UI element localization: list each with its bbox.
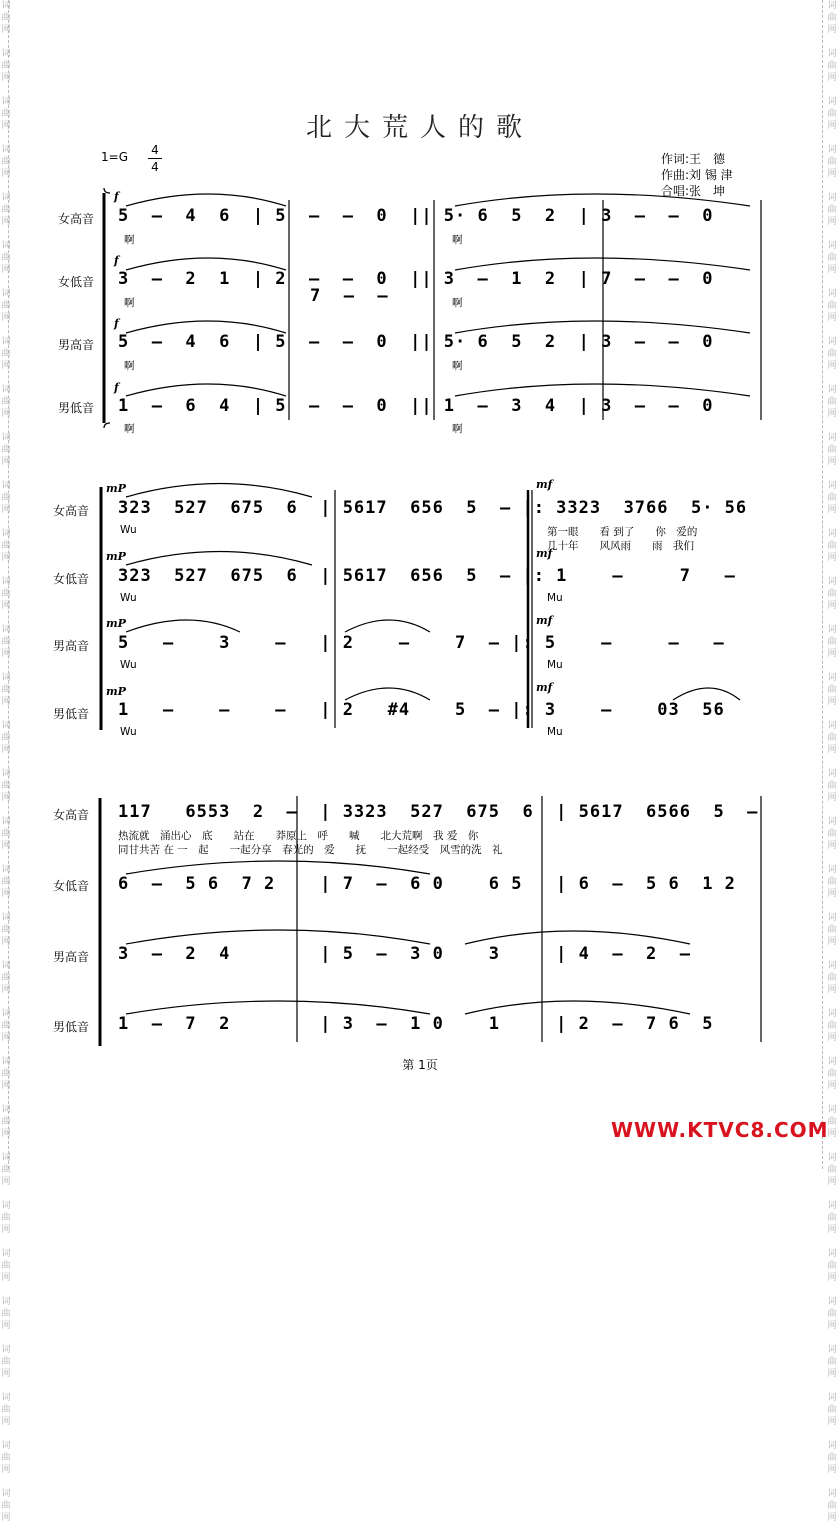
watermark-glyph: 词 xyxy=(1,577,11,587)
watermark-glyph: 曲 xyxy=(827,61,837,71)
lyric: Wu xyxy=(120,524,137,536)
watermark-glyph: 网 xyxy=(1,1465,11,1475)
watermark-glyph: 网 xyxy=(1,1129,11,1139)
watermark-glyph: 网 xyxy=(1,649,11,659)
watermark-glyph: 曲 xyxy=(1,925,11,935)
lyric: Mu xyxy=(547,726,563,738)
watermark-glyph: 曲 xyxy=(1,349,11,359)
watermark-glyph: 词 xyxy=(1,1009,11,1019)
watermark-glyph: 网 xyxy=(1,1321,11,1331)
watermark-glyph: 词 xyxy=(827,481,837,491)
watermark-glyph: 词 xyxy=(1,433,11,443)
watermark-glyph: 曲 xyxy=(1,1405,11,1415)
watermark-glyph: 网 xyxy=(827,217,837,227)
watermark-glyph: 词 xyxy=(827,433,837,443)
watermark-glyph: 曲 xyxy=(827,397,837,407)
watermark-glyph: 网 xyxy=(827,793,837,803)
watermark-glyph: 词 xyxy=(1,1105,11,1115)
watermark-glyph: 词 xyxy=(1,1297,11,1307)
part-label-bass-2: 男低音 xyxy=(53,707,90,721)
watermark-glyph: 网 xyxy=(1,1417,11,1427)
watermark-glyph: 词 xyxy=(827,913,837,923)
lyric: 啊 xyxy=(452,423,463,435)
dynamic-mezzo-forte: mf xyxy=(536,681,553,694)
dynamic-forte: f xyxy=(114,317,119,330)
dynamic-mezzo-piano: mP xyxy=(106,617,126,630)
watermark-glyph: 词 xyxy=(1,1249,11,1259)
watermark-glyph: 词 xyxy=(1,1393,11,1403)
watermark-glyph: 词 xyxy=(1,385,11,395)
watermark-glyph: 词 xyxy=(827,1441,837,1451)
system1-alto-lower-notes: 7 – – xyxy=(310,286,389,306)
watermark-glyph: 词 xyxy=(827,625,837,635)
watermark-glyph: 词 xyxy=(1,1,11,11)
watermark-glyph: 曲 xyxy=(827,1405,837,1415)
watermark-glyph: 网 xyxy=(1,745,11,755)
watermark-glyph: 网 xyxy=(1,121,11,131)
watermark-glyph: 曲 xyxy=(827,925,837,935)
lyric: Mu xyxy=(547,592,563,604)
system1-bass-notes: 1 – 6 4 | 5 – – 0 || 1 – 3 4 | 3 – – 0 xyxy=(118,396,714,416)
watermark-glyph: 词 xyxy=(827,1345,837,1355)
score-title: 北大荒人的歌 xyxy=(305,113,534,143)
lyric: 啊 xyxy=(452,360,463,372)
watermark-glyph: 曲 xyxy=(1,445,11,455)
watermark-glyph: 网 xyxy=(827,1225,837,1235)
watermark-glyph: 网 xyxy=(1,169,11,179)
watermark-glyph: 词 xyxy=(827,769,837,779)
lyric: 啊 xyxy=(124,423,135,435)
watermark-glyph: 词 xyxy=(827,49,837,59)
watermark-glyph: 词 xyxy=(1,1489,11,1499)
part-label-bass-1: 男低音 xyxy=(58,401,95,415)
watermark-glyph: 曲 xyxy=(827,829,837,839)
watermark-glyph: 曲 xyxy=(827,1309,837,1319)
watermark-glyph: 词 xyxy=(827,1105,837,1115)
watermark-glyph: 曲 xyxy=(1,1213,11,1223)
part-label-tenor-1: 男高音 xyxy=(58,338,95,352)
watermark-glyph: 网 xyxy=(1,1033,11,1043)
watermark-glyph: 曲 xyxy=(827,157,837,167)
chorus-director: 合唱:张 坤 xyxy=(661,184,726,198)
watermark-glyph: 词 xyxy=(827,673,837,683)
dynamic-forte: f xyxy=(114,381,119,394)
watermark-glyph: 网 xyxy=(1,1369,11,1379)
lyric: Mu xyxy=(547,659,563,671)
system2-bass-notes: 1 – – – | 2 #4 5 – |: 3 – 03 56 xyxy=(118,700,725,720)
watermark-glyph: 网 xyxy=(827,649,837,659)
watermark-glyph: 网 xyxy=(827,73,837,83)
watermark-glyph: 词 xyxy=(1,1345,11,1355)
watermark-glyph: 词 xyxy=(827,241,837,251)
watermark-glyph: 词 xyxy=(1,49,11,59)
part-label-soprano-3: 女高音 xyxy=(53,808,90,822)
watermark-glyph: 曲 xyxy=(1,301,11,311)
watermark-glyph: 网 xyxy=(827,1273,837,1283)
watermark-glyph: 词 xyxy=(827,721,837,731)
watermark-glyph: 网 xyxy=(1,841,11,851)
watermark-glyph: 网 xyxy=(1,1513,11,1523)
watermark-glyph: 网 xyxy=(1,505,11,515)
watermark-glyph: 词 xyxy=(827,1009,837,1019)
watermark-glyph: 网 xyxy=(1,313,11,323)
watermark-glyph: 网 xyxy=(827,1465,837,1475)
watermark-glyph: 曲 xyxy=(827,493,837,503)
watermark-glyph: 网 xyxy=(1,1081,11,1091)
watermark-glyph: 曲 xyxy=(827,1069,837,1079)
system3-bass-notes: 1 – 7 2 | 3 – 1 0 1 | 2 – 7 6 5 xyxy=(118,1014,714,1034)
lyric: Wu xyxy=(120,726,137,738)
watermark-glyph: 词 xyxy=(1,1153,11,1163)
watermark-glyph: 网 xyxy=(827,121,837,131)
watermark-glyph: 词 xyxy=(1,145,11,155)
watermark-glyph: 网 xyxy=(1,553,11,563)
watermark-glyph: 网 xyxy=(827,937,837,947)
watermark-glyph: 曲 xyxy=(1,781,11,791)
watermark-glyph: 网 xyxy=(827,409,837,419)
meter-bottom: 4 xyxy=(148,158,162,175)
watermark-glyph: 网 xyxy=(827,361,837,371)
watermark-glyph: 词 xyxy=(1,337,11,347)
lyric-verse-2: 几十年 风风雨 雨 我们 xyxy=(547,540,694,552)
dynamic-mezzo-forte: mf xyxy=(536,478,553,491)
watermark-glyph: 网 xyxy=(827,169,837,179)
watermark-glyph: 曲 xyxy=(827,781,837,791)
watermark-glyph: 曲 xyxy=(1,1453,11,1463)
meter-top: 4 xyxy=(151,143,159,157)
watermark-glyph: 曲 xyxy=(1,877,11,887)
watermark-glyph: 词 xyxy=(1,817,11,827)
watermark-glyph: 网 xyxy=(827,841,837,851)
watermark-glyph: 曲 xyxy=(827,1261,837,1271)
watermark-glyph: 词 xyxy=(1,481,11,491)
part-label-soprano-1: 女高音 xyxy=(58,212,95,226)
watermark-glyph: 词 xyxy=(827,289,837,299)
watermark-glyph: 曲 xyxy=(1,1357,11,1367)
watermark-glyph: 词 xyxy=(1,97,11,107)
dynamic-forte: f xyxy=(114,190,119,203)
watermark-glyph: 词 xyxy=(827,1201,837,1211)
watermark-glyph: 词 xyxy=(1,1441,11,1451)
watermark-glyph: 词 xyxy=(1,721,11,731)
lyricist: 作词:王 德 xyxy=(661,152,726,166)
lyric-verse-1: 第一眼 看 到了 你 爱的 xyxy=(547,526,698,538)
watermark-glyph: 词 xyxy=(827,1393,837,1403)
watermark-glyph: 曲 xyxy=(1,205,11,215)
watermark-glyph: 词 xyxy=(827,193,837,203)
lyric-verse-2: 同甘共苦 在 一 起 一起分享 春光的 爱 抚 一起经受 风雪的洗 礼 xyxy=(118,844,503,856)
watermark-glyph: 网 xyxy=(827,553,837,563)
watermark-glyph: 曲 xyxy=(1,733,11,743)
watermark-glyph: 词 xyxy=(827,1489,837,1499)
site-watermark[interactable]: WWW.KTVC8.COM xyxy=(611,1118,829,1142)
part-label-alto-1: 女低音 xyxy=(58,275,95,289)
watermark-glyph: 词 xyxy=(827,865,837,875)
watermark-glyph: 网 xyxy=(1,73,11,83)
watermark-glyph: 网 xyxy=(1,1177,11,1187)
lyric: 啊 xyxy=(124,234,135,246)
watermark-glyph: 网 xyxy=(827,1033,837,1043)
watermark-glyph: 网 xyxy=(827,745,837,755)
watermark-glyph: 曲 xyxy=(1,157,11,167)
watermark-glyph: 网 xyxy=(827,505,837,515)
watermark-glyph: 网 xyxy=(1,889,11,899)
watermark-glyph: 曲 xyxy=(827,1501,837,1511)
watermark-glyph: 词 xyxy=(1,529,11,539)
watermark-glyph: 曲 xyxy=(1,493,11,503)
watermark-glyph: 词 xyxy=(1,769,11,779)
watermark-glyph: 网 xyxy=(1,265,11,275)
watermark-glyph: 曲 xyxy=(1,541,11,551)
watermark-glyph: 网 xyxy=(1,985,11,995)
lyric: Wu xyxy=(120,592,137,604)
watermark-glyph: 曲 xyxy=(1,1117,11,1127)
watermark-glyph: 网 xyxy=(827,697,837,707)
watermark-glyph: 词 xyxy=(1,193,11,203)
watermark-glyph: 曲 xyxy=(827,637,837,647)
watermark-glyph: 曲 xyxy=(1,253,11,263)
watermark-glyph: 曲 xyxy=(1,637,11,647)
key-signature: 1=G xyxy=(101,150,128,164)
watermark-glyph: 网 xyxy=(827,457,837,467)
part-label-tenor-2: 男高音 xyxy=(53,639,90,653)
lyric: 啊 xyxy=(452,297,463,309)
watermark-glyph: 网 xyxy=(1,793,11,803)
watermark-glyph: 词 xyxy=(827,817,837,827)
watermark-glyph: 网 xyxy=(1,1273,11,1283)
watermark-glyph: 曲 xyxy=(827,1021,837,1031)
watermark-glyph: 网 xyxy=(827,313,837,323)
watermark-glyph: 曲 xyxy=(1,1261,11,1271)
watermark-glyph: 词 xyxy=(1,1201,11,1211)
watermark-glyph: 曲 xyxy=(827,685,837,695)
system3-soprano-notes: 117 6553 2 – | 3323 527 675 6 | 5617 6566 5 – xyxy=(118,802,759,822)
system2-alto-notes: 323 527 675 6 | 5617 656 5 – |: 1 – 7 – xyxy=(118,566,736,586)
watermark-glyph: 曲 xyxy=(827,1117,837,1127)
watermark-glyph: 曲 xyxy=(1,589,11,599)
part-label-bass-3: 男低音 xyxy=(53,1020,90,1034)
watermark-glyph: 词 xyxy=(1,241,11,251)
watermark-glyph: 网 xyxy=(827,1321,837,1331)
watermark-glyph: 词 xyxy=(827,961,837,971)
lyric: Wu xyxy=(120,659,137,671)
watermark-glyph: 曲 xyxy=(1,1309,11,1319)
watermark-glyph: 网 xyxy=(827,889,837,899)
watermark-glyph: 曲 xyxy=(827,349,837,359)
watermark-glyph: 曲 xyxy=(1,109,11,119)
watermark-glyph: 曲 xyxy=(1,685,11,695)
watermark-glyph: 曲 xyxy=(1,1165,11,1175)
watermark-glyph: 曲 xyxy=(1,973,11,983)
watermark-glyph: 词 xyxy=(1,913,11,923)
watermark-glyph: 网 xyxy=(1,601,11,611)
watermark-glyph: 词 xyxy=(827,97,837,107)
lyric: 啊 xyxy=(124,360,135,372)
watermark-glyph: 曲 xyxy=(827,1357,837,1367)
watermark-glyph: 网 xyxy=(827,1129,837,1139)
watermark-glyph: 曲 xyxy=(827,589,837,599)
watermark-glyph: 词 xyxy=(1,1057,11,1067)
watermark-glyph: 网 xyxy=(827,601,837,611)
watermark-glyph: 网 xyxy=(827,265,837,275)
watermark-glyph: 网 xyxy=(1,937,11,947)
system1-tenor-notes: 5 – 4 6 | 5 – – 0 || 5· 6 5 2 | 3 – – 0 xyxy=(118,332,714,352)
watermark-glyph: 词 xyxy=(827,337,837,347)
watermark-glyph: 词 xyxy=(1,961,11,971)
watermark-glyph: 曲 xyxy=(1,1069,11,1079)
composer: 作曲:刘 锡 津 xyxy=(661,168,733,182)
watermark-glyph: 曲 xyxy=(827,1213,837,1223)
watermark-glyph: 曲 xyxy=(827,877,837,887)
watermark-glyph: 词 xyxy=(827,577,837,587)
watermark-glyph: 词 xyxy=(827,1057,837,1067)
watermark-glyph: 网 xyxy=(1,457,11,467)
watermark-glyph: 词 xyxy=(827,145,837,155)
watermark-glyph: 曲 xyxy=(1,1501,11,1511)
watermark-glyph: 曲 xyxy=(827,1165,837,1175)
watermark-glyph: 曲 xyxy=(827,253,837,263)
watermark-glyph: 词 xyxy=(827,1,837,11)
watermark-glyph: 网 xyxy=(1,1225,11,1235)
system3-alto-notes: 6 – 5 6 7 2 | 7 – 6 0 6 5 | 6 – 5 6 1 2 xyxy=(118,874,736,894)
watermark-glyph: 词 xyxy=(827,385,837,395)
watermark-glyph: 曲 xyxy=(827,13,837,23)
dynamic-mezzo-forte: mf xyxy=(536,614,553,627)
watermark-glyph: 网 xyxy=(827,985,837,995)
watermark-glyph: 曲 xyxy=(1,13,11,23)
dynamic-mezzo-piano: mP xyxy=(106,685,126,698)
system2-tenor-notes: 5 – 3 – | 2 – 7 – |: 5 – – – xyxy=(118,633,725,653)
watermark-glyph: 曲 xyxy=(827,733,837,743)
watermark-glyph: 曲 xyxy=(827,973,837,983)
lyric: 啊 xyxy=(452,234,463,246)
watermark-glyph: 网 xyxy=(1,697,11,707)
watermark-glyph: 曲 xyxy=(1,397,11,407)
watermark-glyph: 曲 xyxy=(827,541,837,551)
page-number: 第 1页 xyxy=(402,1058,438,1072)
watermark-glyph: 网 xyxy=(827,1513,837,1523)
watermark-glyph: 曲 xyxy=(827,301,837,311)
watermark-glyph: 曲 xyxy=(827,445,837,455)
watermark-glyph: 曲 xyxy=(1,1021,11,1031)
system1-alto-notes: 3 – 2 1 | 2 – – 0 || 3 – 1 2 | 7 – – 0 xyxy=(118,269,714,289)
watermark-glyph: 曲 xyxy=(827,205,837,215)
system1-soprano-notes: 5 – 4 6 | 5 – – 0 || 5· 6 5 2 | 3 – – 0 xyxy=(118,206,714,226)
watermark-glyph: 词 xyxy=(827,1153,837,1163)
part-label-alto-2: 女低音 xyxy=(53,572,90,586)
dynamic-mezzo-piano: mP xyxy=(106,482,126,495)
part-label-alto-3: 女低音 xyxy=(53,879,90,893)
watermark-glyph: 网 xyxy=(1,361,11,371)
watermark-glyph: 曲 xyxy=(827,1453,837,1463)
dynamic-mezzo-forte: mf xyxy=(536,547,553,560)
watermark-glyph: 词 xyxy=(1,673,11,683)
watermark-glyph: 词 xyxy=(827,529,837,539)
part-label-tenor-3: 男高音 xyxy=(53,950,90,964)
watermark-glyph: 曲 xyxy=(1,829,11,839)
watermark-glyph: 网 xyxy=(1,409,11,419)
dynamic-mezzo-piano: mP xyxy=(106,550,126,563)
watermark-glyph: 网 xyxy=(827,25,837,35)
watermark-glyph: 词 xyxy=(1,289,11,299)
part-label-soprano-2: 女高音 xyxy=(53,504,90,518)
watermark-glyph: 词 xyxy=(827,1297,837,1307)
watermark-glyph: 词 xyxy=(827,1249,837,1259)
watermark-glyph: 网 xyxy=(1,217,11,227)
watermark-glyph: 网 xyxy=(827,1177,837,1187)
system3-tenor-notes: 3 – 2 4 | 5 – 3 0 3 | 4 – 2 – xyxy=(118,944,691,964)
watermark-glyph: 词 xyxy=(1,625,11,635)
system2-soprano-notes: 323 527 675 6 | 5617 656 5 – |: 3323 3766 5· 56 xyxy=(118,498,748,518)
watermark-glyph: 曲 xyxy=(1,61,11,71)
dynamic-forte: f xyxy=(114,254,119,267)
watermark-glyph: 网 xyxy=(827,1081,837,1091)
watermark-glyph: 网 xyxy=(827,1417,837,1427)
watermark-glyph: 词 xyxy=(1,865,11,875)
lyric-verse-1: 热流就 涌出心 底 站在 莽原上 呼 喊 北大荒啊 我 爱 你 xyxy=(118,830,479,842)
watermark-glyph: 网 xyxy=(827,1369,837,1379)
watermark-glyph: 网 xyxy=(1,25,11,35)
lyric: 啊 xyxy=(124,297,135,309)
watermark-glyph: 曲 xyxy=(827,109,837,119)
